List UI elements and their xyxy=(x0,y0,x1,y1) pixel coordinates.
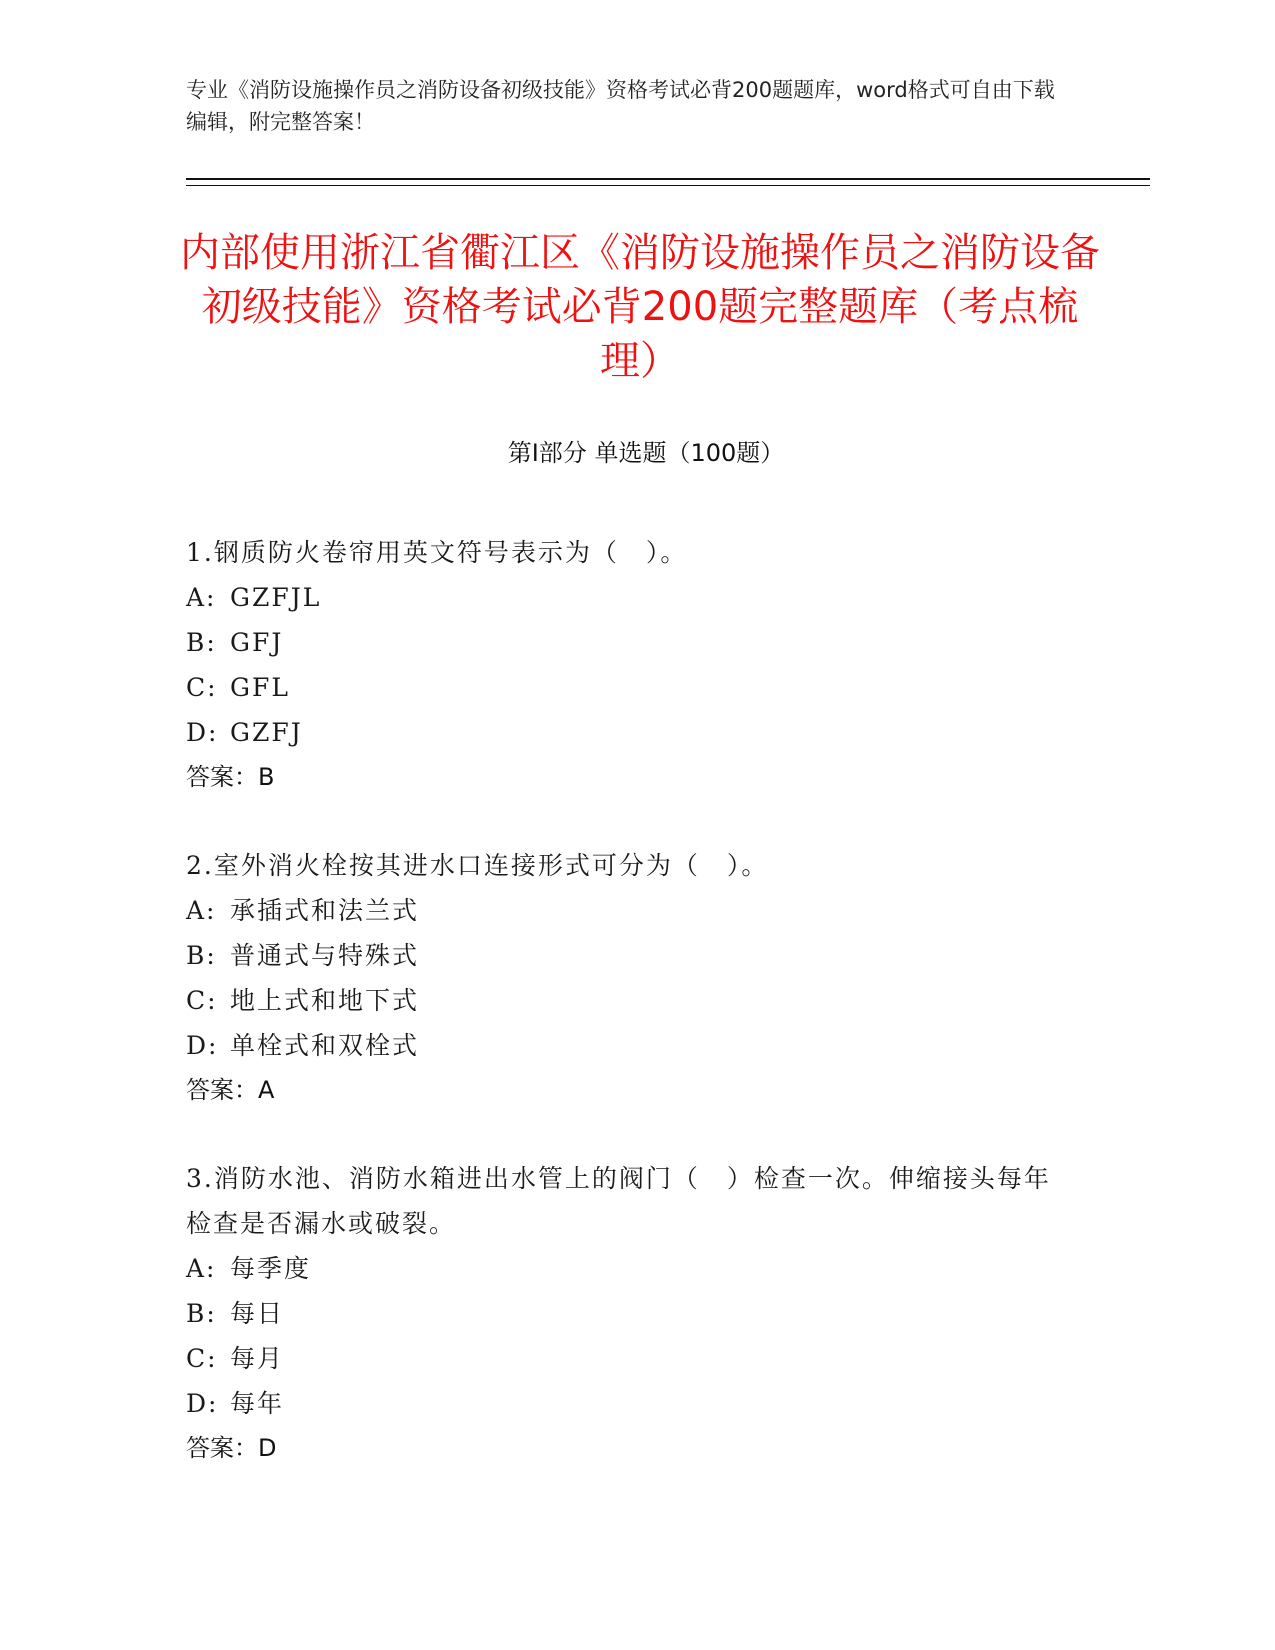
option-key: A: xyxy=(186,896,217,925)
option-key: C: xyxy=(186,986,218,1015)
option-a xyxy=(186,575,1066,620)
option-key: D: xyxy=(186,718,219,747)
question-2 xyxy=(186,843,1066,1113)
option-text: 每日 xyxy=(230,1299,285,1328)
option-text: 单栓式和双栓式 xyxy=(230,1031,420,1060)
option-key: C: xyxy=(186,1344,218,1373)
question-stem: 2.室外消火栓按其进水口连接形式可分为（ ）。 xyxy=(186,851,769,880)
option-c xyxy=(186,665,1066,710)
option-c xyxy=(186,1336,1066,1381)
document-title: 内部使用浙江省衢江区《消防设施操作员之消防设备初级技能》资格考试必背200题完整题库（考点梳理） xyxy=(180,230,1100,384)
option-text: 每季度 xyxy=(230,1254,312,1283)
option-text: 每月 xyxy=(230,1344,285,1373)
option-key: D: xyxy=(186,1031,219,1060)
option-d xyxy=(186,1023,1066,1068)
option-b xyxy=(186,933,1066,978)
option-c xyxy=(186,978,1066,1023)
option-text: 地上式和地下式 xyxy=(230,986,420,1015)
header-note: 专业《消防设施操作员之消防设备初级技能》资格考试必背200题题库，word格式可自由下载编辑，附完整答案！ xyxy=(186,78,1055,134)
option-d xyxy=(186,1381,1066,1426)
option-key: B: xyxy=(186,941,217,970)
option-text: 每年 xyxy=(230,1389,285,1418)
option-text: GFJ xyxy=(230,628,284,657)
section-heading: 第I部分 单选题（100题） xyxy=(507,439,785,467)
option-b xyxy=(186,1291,1066,1336)
option-a xyxy=(186,888,1066,933)
option-d xyxy=(186,710,1066,755)
option-text: GZFJ xyxy=(230,718,303,747)
answer-line: 答案：A xyxy=(186,1076,275,1104)
option-key: A: xyxy=(186,583,217,612)
question-stem: 1.钢质防火卷帘用英文符号表示为（ ）。 xyxy=(186,538,688,567)
option-key: C: xyxy=(186,673,218,702)
question-3 xyxy=(186,1156,1066,1471)
option-text: GFL xyxy=(230,673,290,702)
option-key: A: xyxy=(186,1254,217,1283)
question-1 xyxy=(186,530,1066,800)
option-key: B: xyxy=(186,628,217,657)
option-b xyxy=(186,620,1066,665)
answer-line: 答案：D xyxy=(186,1434,277,1462)
question-stem: 3.消防水池、消防水箱进出水管上的阀门（ ）检查一次。伸缩接头每年检查是否漏水或破裂。 xyxy=(186,1164,1051,1238)
option-key: D: xyxy=(186,1389,219,1418)
question-list xyxy=(186,530,1066,1514)
answer-line: 答案：B xyxy=(186,763,275,791)
option-a xyxy=(186,1246,1066,1291)
option-text: GZFJL xyxy=(230,583,322,612)
header-divider-thin xyxy=(186,185,1150,186)
option-text: 承插式和法兰式 xyxy=(230,896,420,925)
header-divider-thick xyxy=(186,178,1150,180)
option-text: 普通式与特殊式 xyxy=(230,941,420,970)
option-key: B: xyxy=(186,1299,217,1328)
